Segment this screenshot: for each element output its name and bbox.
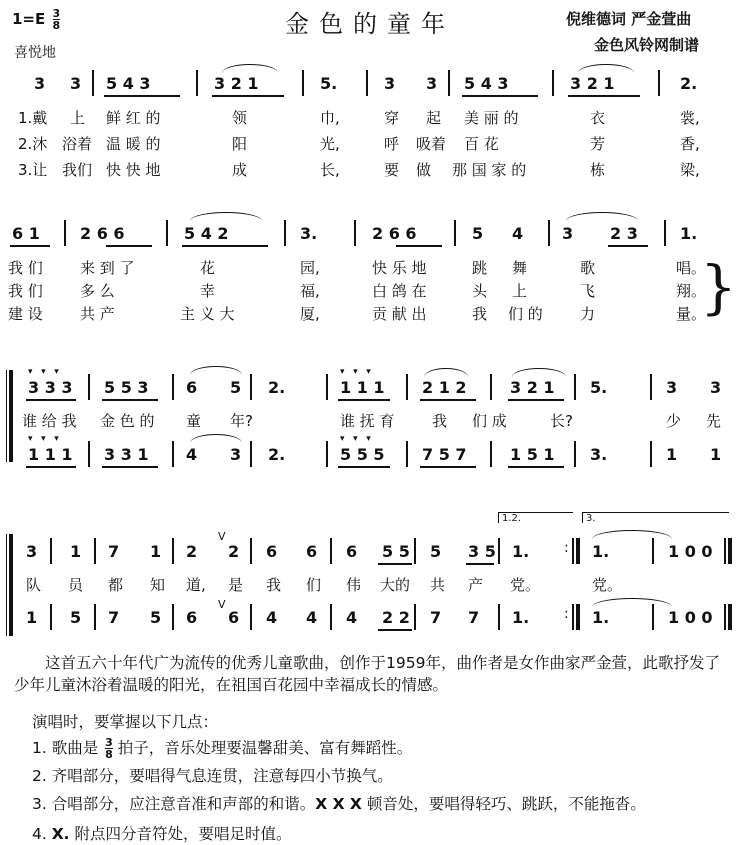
- barline: [498, 604, 500, 630]
- note: 1 0 0: [668, 542, 713, 561]
- lyric: 阳: [232, 135, 248, 153]
- note: 1: [666, 445, 678, 464]
- beam: [608, 245, 648, 247]
- volta-label: 1.2.: [502, 513, 522, 524]
- lyric: 成: [232, 161, 248, 179]
- lyric: 上: [512, 282, 528, 300]
- breath-mark: V: [218, 530, 226, 543]
- note: 3: [666, 378, 678, 397]
- note: 7: [468, 608, 480, 627]
- staccato-marks: ▾ ▾ ▾: [28, 367, 59, 377]
- lyric: 谁 给 我: [22, 412, 77, 430]
- tempo-marking: 喜悦地: [14, 45, 56, 61]
- note: 3.: [300, 224, 318, 243]
- lyric: 我: [472, 305, 488, 323]
- lyric: 道,: [186, 576, 206, 594]
- note: 5 4 3: [464, 74, 509, 93]
- note: 2 3: [610, 224, 638, 243]
- verse-brace: }: [700, 253, 737, 321]
- lyrics-verse-3: [0, 159, 740, 181]
- barline: [94, 538, 96, 564]
- note: 3 5: [468, 542, 496, 561]
- staccato-notation: X X X: [315, 795, 362, 813]
- beam: [182, 245, 268, 247]
- barline: [574, 441, 576, 467]
- barline: [250, 441, 252, 467]
- note: 5 5 3: [104, 378, 149, 397]
- slur: [578, 64, 634, 73]
- barline: [172, 374, 174, 400]
- barline: [94, 604, 96, 630]
- barline: [572, 538, 574, 564]
- barline: [250, 374, 252, 400]
- barline: [548, 220, 550, 246]
- lyric: 上: [70, 109, 86, 127]
- note: 1: [26, 608, 38, 627]
- note: 6 1: [12, 224, 40, 243]
- lyric: 我 们: [8, 282, 43, 300]
- lyric: 共: [430, 576, 446, 594]
- lyric: 幸: [200, 282, 216, 300]
- slur: [190, 434, 242, 443]
- lyric: 是: [228, 576, 244, 594]
- tip-1: [32, 736, 412, 760]
- lyric: 福,: [300, 282, 320, 300]
- note: 2.: [268, 378, 286, 397]
- key-text: 1=E: [12, 10, 46, 28]
- note: 5 5 5: [340, 445, 385, 464]
- lyric: 要: [384, 161, 400, 179]
- barline: [250, 538, 252, 564]
- barline: [414, 604, 416, 630]
- song-title: 金色的童年: [285, 10, 455, 38]
- note: 7 5 7: [422, 445, 467, 464]
- note: 5: [70, 608, 82, 627]
- slur: [566, 212, 638, 221]
- note: 6: [186, 608, 198, 627]
- barline: [448, 70, 450, 96]
- lyric: 跳: [472, 259, 488, 277]
- lyrics-verse-1: [0, 107, 740, 129]
- note: 3: [562, 224, 574, 243]
- lyrics-ending: [0, 574, 740, 596]
- barline: [658, 70, 660, 96]
- barline: [172, 604, 174, 630]
- lyric: 做: [416, 161, 432, 179]
- lyric: 香,: [680, 135, 700, 153]
- note: 2 6 6: [372, 224, 417, 243]
- beam: [378, 563, 412, 565]
- notes-row: [0, 224, 740, 246]
- lyric: 翔。: [676, 282, 707, 300]
- lyric: 巾,: [320, 109, 340, 127]
- note: 4: [512, 224, 524, 243]
- note: 5: [230, 378, 242, 397]
- lyric: 来 到 了: [80, 259, 135, 277]
- barline: [552, 70, 554, 96]
- lyric: 金 色 的: [100, 412, 155, 430]
- note: 3: [710, 378, 722, 397]
- beam: [462, 95, 538, 97]
- time-sig-bottom: 8: [52, 19, 61, 32]
- barline: [88, 374, 90, 400]
- notes-row-upper: [0, 542, 740, 564]
- note: 4: [266, 608, 278, 627]
- note: 5 4 2: [184, 224, 229, 243]
- barline: [366, 70, 368, 96]
- tip-text: 顿音处，要唱得轻巧、跳跃，不能拖沓。: [366, 795, 646, 813]
- note: 1: [710, 445, 722, 464]
- lyric: 力: [580, 305, 596, 323]
- notes-row: [0, 74, 740, 96]
- lyric: 快 乐 地: [372, 259, 427, 277]
- notes-row-lower: [0, 445, 740, 467]
- lyrics-verse-3: [0, 303, 740, 325]
- beam: [378, 629, 412, 631]
- lyric: 唱。: [676, 259, 707, 277]
- final-barline: [728, 604, 732, 630]
- note: 3: [384, 74, 396, 93]
- barline: [490, 441, 492, 467]
- lyrics-verse-1: [0, 257, 740, 279]
- note: 3: [426, 74, 438, 93]
- note: 3: [230, 445, 242, 464]
- note: 2 6 6: [80, 224, 125, 243]
- source-credit: 金色风铃网制谱: [594, 36, 700, 54]
- lyric: 童: [186, 412, 202, 430]
- note: 2.: [680, 74, 698, 93]
- tip-text: 拍子，音乐处理要温馨甜美、富有舞蹈性。: [117, 739, 413, 757]
- tip-text: 3. 合唱部分，应注意音准和声部的和谐。: [32, 795, 316, 813]
- beam: [26, 466, 76, 468]
- repeat-dots: :: [564, 606, 569, 622]
- note: 3 3 3: [28, 378, 73, 397]
- volta-label: 3.: [586, 513, 596, 524]
- lyric: 美 丽 的: [464, 109, 519, 127]
- beam: [338, 399, 390, 401]
- note: 7: [430, 608, 442, 627]
- lyric: 芳: [590, 135, 606, 153]
- barline: [326, 374, 328, 400]
- beam: [106, 245, 152, 247]
- lyric: 们 成: [472, 412, 507, 430]
- barline: [196, 70, 198, 96]
- note: 4: [186, 445, 198, 464]
- note: 6: [186, 378, 198, 397]
- lyric: 1.戴: [18, 109, 48, 127]
- note: 1.: [592, 542, 610, 561]
- lyric: 那 国 家 的: [452, 161, 527, 179]
- note: 7: [108, 608, 120, 627]
- tip-text: 1. 歌曲是: [32, 739, 99, 757]
- tie: [592, 530, 672, 539]
- note: 2 1 2: [422, 378, 467, 397]
- barline: [498, 538, 500, 564]
- barline: [92, 70, 94, 96]
- lyric: 领: [232, 109, 248, 127]
- beam: [508, 466, 564, 468]
- barline: [302, 70, 304, 96]
- note: 1: [150, 542, 162, 561]
- repeat-barline: [576, 538, 580, 564]
- barline: [50, 604, 52, 630]
- note: 5 5: [382, 542, 410, 561]
- lyric: 员: [68, 576, 84, 594]
- barline: [724, 538, 726, 564]
- tip-3: [32, 792, 646, 814]
- lyric: 长,: [320, 161, 340, 179]
- tip-text: 4.: [32, 825, 47, 843]
- lyric: 长?: [550, 412, 573, 430]
- lyric: 党。: [592, 576, 623, 594]
- beam: [420, 399, 476, 401]
- barline: [650, 441, 652, 467]
- lyric: 呼: [384, 135, 400, 153]
- lyric: 舞: [512, 259, 528, 277]
- note: 2: [186, 542, 198, 561]
- beam: [396, 245, 442, 247]
- lyric: 歌: [580, 259, 596, 277]
- lyric: 谁 抚 育: [340, 412, 395, 430]
- beam: [508, 399, 564, 401]
- lyric: 温 暖 的: [106, 135, 161, 153]
- note: 5: [472, 224, 484, 243]
- lyric: 2.沐: [18, 135, 48, 153]
- barline: [652, 604, 654, 630]
- lyric: 园,: [300, 259, 320, 277]
- note: 2 2: [382, 608, 410, 627]
- lyrics-verse-2: [0, 280, 740, 302]
- lyric: 大的: [380, 576, 411, 594]
- note: 3.: [590, 445, 608, 464]
- note: 1 0 0: [668, 608, 713, 627]
- barline: [88, 441, 90, 467]
- slur: [512, 368, 566, 377]
- lyric: 主 义 大: [180, 305, 235, 323]
- barline: [250, 604, 252, 630]
- note: 1: [70, 542, 82, 561]
- beam: [466, 563, 494, 565]
- note: 3: [34, 74, 46, 93]
- barline: [490, 374, 492, 400]
- note: 6: [346, 542, 358, 561]
- tips-title: 演唱时，要掌握以下几点：: [32, 713, 219, 731]
- repeat-barline: [576, 604, 580, 630]
- note: 6: [306, 542, 318, 561]
- lyric: 穿: [384, 109, 400, 127]
- lyric: 我: [266, 576, 282, 594]
- lyric: 飞: [580, 282, 596, 300]
- lyric: 3.让: [18, 161, 48, 179]
- barline: [326, 441, 328, 467]
- slur: [190, 212, 262, 221]
- lyric: 鲜 红 的: [106, 109, 161, 127]
- lyric: 共 产: [80, 305, 115, 323]
- barline: [330, 538, 332, 564]
- note: 5.: [320, 74, 338, 93]
- note: 6: [266, 542, 278, 561]
- repeat-dots: :: [564, 540, 569, 556]
- slur: [424, 368, 468, 377]
- barline: [50, 538, 52, 564]
- note: 5 4 3: [106, 74, 151, 93]
- lyric: 先: [706, 412, 722, 430]
- staccato-marks: ▾ ▾ ▾: [28, 434, 59, 444]
- beam: [10, 245, 50, 247]
- lyric: 裳,: [680, 109, 700, 127]
- barline: [406, 374, 408, 400]
- barline: [406, 441, 408, 467]
- note: 3 2 1: [510, 378, 555, 397]
- note: 1.: [680, 224, 698, 243]
- barline: [284, 220, 286, 246]
- barline: [572, 604, 574, 630]
- lyric: 栋: [590, 161, 606, 179]
- lyric: 们: [306, 576, 322, 594]
- lyric: 党。: [510, 576, 541, 594]
- volta-bracket-3: [582, 512, 729, 523]
- time-signature-inline: [105, 737, 113, 760]
- lyric: 白 鸽 在: [372, 282, 427, 300]
- note: 1 1 1: [340, 378, 385, 397]
- lyric: 我们: [62, 161, 93, 179]
- lyric: 少: [666, 412, 682, 430]
- barline: [330, 604, 332, 630]
- note: 3 2 1: [214, 74, 259, 93]
- beam: [338, 466, 390, 468]
- slur: [190, 366, 242, 375]
- tip-2: 2. 齐唱部分，要唱得气息连贯，注意每四小节换气。: [32, 767, 393, 785]
- lyric: 年?: [230, 412, 253, 430]
- lyric: 我: [432, 412, 448, 430]
- barline: [166, 220, 168, 246]
- lyric: 梁,: [680, 161, 700, 179]
- lyric: 花: [200, 259, 216, 277]
- note: 1 1 1: [28, 445, 73, 464]
- lyric: 起: [426, 109, 442, 127]
- barline: [354, 220, 356, 246]
- lyrics-chorus: [0, 410, 740, 432]
- lyric: 们 的: [508, 305, 543, 323]
- intro-paragraph: 这首五六十年代广为流传的优秀儿童歌曲，创作于1959年，曲作者是女作曲家严金萱，此歌抒发了少年儿童沐浴着温暖的阳光，在祖国百花园中幸福成长的情感。: [14, 654, 720, 694]
- beam: [26, 399, 76, 401]
- barline: [652, 538, 654, 564]
- note: 3: [70, 74, 82, 93]
- tie: [592, 598, 672, 607]
- note: 1 5 1: [510, 445, 555, 464]
- beam: [420, 466, 476, 468]
- lyric: 厦,: [300, 305, 320, 323]
- lyric: 队: [26, 576, 42, 594]
- lyric: 光,: [320, 135, 340, 153]
- beam: [102, 466, 158, 468]
- lyric: 我 们: [8, 259, 43, 277]
- lyric: 快 快 地: [106, 161, 161, 179]
- beam: [102, 399, 158, 401]
- breath-mark: V: [218, 598, 226, 611]
- lyric: 都: [108, 576, 124, 594]
- note: 3 3 1: [104, 445, 149, 464]
- note: 1.: [592, 608, 610, 627]
- note: 6: [228, 608, 240, 627]
- frac-top: 3: [105, 736, 113, 749]
- note: 2: [228, 542, 240, 561]
- barline: [574, 374, 576, 400]
- barline: [172, 441, 174, 467]
- notes-row-lower: [0, 608, 740, 630]
- lyric: 头: [472, 282, 488, 300]
- barline: [664, 220, 666, 246]
- lyric: 量。: [676, 305, 707, 323]
- lyric: 浴着: [62, 135, 93, 153]
- staccato-marks: ▾ ▾ ▾: [340, 434, 371, 444]
- credits: 倪维德词 严金萱曲: [566, 10, 692, 28]
- final-barline: [728, 538, 732, 564]
- beam: [212, 95, 284, 97]
- note: 1.: [512, 542, 530, 561]
- lyric: 百 花: [464, 135, 499, 153]
- lyric: 吸着: [416, 135, 447, 153]
- barline: [454, 220, 456, 246]
- beam: [568, 95, 640, 97]
- lyric: 贡 献 出: [372, 305, 427, 323]
- slur: [222, 64, 278, 73]
- barline: [414, 538, 416, 564]
- lyric: 伟: [346, 576, 362, 594]
- lyric: 衣: [590, 109, 606, 127]
- note: 3 2 1: [570, 74, 615, 93]
- note: 4: [346, 608, 358, 627]
- note: 2.: [268, 445, 286, 464]
- staccato-marks: ▾ ▾ ▾: [340, 367, 371, 377]
- note: 1.: [512, 608, 530, 627]
- tip-text: 附点四分音符处，要唱足时值。: [74, 825, 292, 843]
- time-sig-top: 3: [52, 7, 61, 20]
- barline: [64, 220, 66, 246]
- note: 7: [108, 542, 120, 561]
- lyric: 建 设: [8, 305, 43, 323]
- lyric: 多 么: [80, 282, 115, 300]
- lyric: 产: [468, 576, 484, 594]
- note: 5: [430, 542, 442, 561]
- frac-bottom: 8: [105, 748, 113, 761]
- note: 4: [306, 608, 318, 627]
- barline: [724, 604, 726, 630]
- note: 5: [150, 608, 162, 627]
- barline: [172, 538, 174, 564]
- note: 5.: [590, 378, 608, 397]
- barline: [650, 374, 652, 400]
- beam: [104, 95, 180, 97]
- tip-4: [32, 822, 292, 844]
- note: 3: [26, 542, 38, 561]
- dotted-note-notation: X.: [51, 825, 70, 843]
- notes-row-upper: [0, 378, 740, 400]
- lyric: 知: [150, 576, 166, 594]
- lyrics-verse-2: [0, 133, 740, 155]
